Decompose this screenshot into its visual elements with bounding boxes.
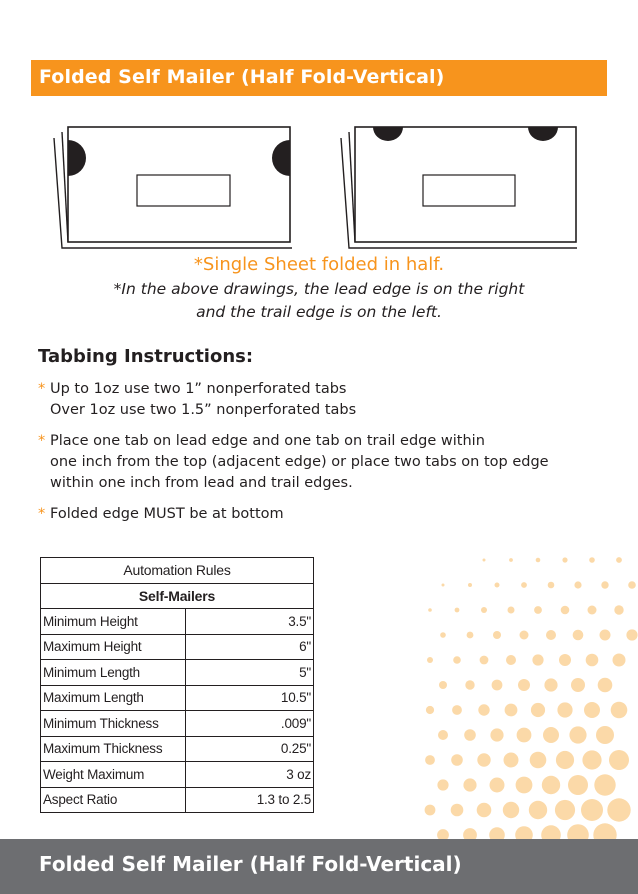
decorative-dot xyxy=(467,632,474,639)
decorative-dot xyxy=(425,755,435,765)
decorative-dot xyxy=(559,654,571,666)
decorative-dot xyxy=(598,678,613,693)
caption-note-line1: *In the above drawings, the lead edge is on the right xyxy=(113,280,525,298)
row-value: 1.3 to 2.5 xyxy=(186,787,314,813)
tabbing-line: Over 1oz use two 1.5” nonperforated tabs xyxy=(50,402,357,418)
decorative-dot xyxy=(596,726,614,744)
decorative-dot xyxy=(531,703,545,717)
decorative-dot xyxy=(505,704,518,717)
decorative-dot xyxy=(478,704,489,715)
row-value: 3 oz xyxy=(186,762,314,788)
table-title: Automation Rules xyxy=(41,558,314,584)
decorative-dot xyxy=(534,606,542,614)
caption-single-sheet: *Single Sheet folded in half. xyxy=(193,254,445,275)
decorative-dot xyxy=(588,606,597,615)
decorative-dot xyxy=(509,558,513,562)
decorative-dot xyxy=(584,702,600,718)
tabbing-line: Place one tab on lead edge and one tab on trail edge within xyxy=(50,433,485,449)
row-label: Weight Maximum xyxy=(41,762,186,788)
decorative-dot xyxy=(465,680,474,689)
tabbing-heading: Tabbing Instructions: xyxy=(38,346,254,367)
decorative-dot xyxy=(586,654,599,667)
row-value: 3.5" xyxy=(186,609,314,635)
row-value: 10.5" xyxy=(186,685,314,711)
row-label: Minimum Length xyxy=(41,660,186,686)
decorative-dot xyxy=(569,726,586,743)
decorative-dot xyxy=(495,583,500,588)
decorative-dot xyxy=(626,629,637,640)
decorative-dot xyxy=(477,753,490,766)
decorative-dot xyxy=(481,607,487,613)
decorative-dot xyxy=(442,584,445,587)
decorative-dot xyxy=(628,581,636,589)
decorative-dot xyxy=(440,632,446,638)
decorative-dot xyxy=(455,608,460,613)
tabbing-line: one inch from the top (adjacent edge) or place two tabs on top edge xyxy=(50,454,549,470)
decorative-dot xyxy=(477,803,492,818)
decorative-dot xyxy=(543,727,559,743)
decorative-dot xyxy=(493,631,501,639)
decorative-dot xyxy=(562,557,567,562)
row-value: 5" xyxy=(186,660,314,686)
decorative-dot xyxy=(516,777,533,794)
decorative-dot xyxy=(520,631,529,640)
decorative-dot xyxy=(532,654,543,665)
decorative-dot xyxy=(438,730,448,740)
decorative-dot xyxy=(439,681,447,689)
row-value: 6" xyxy=(186,634,314,660)
decorative-dot xyxy=(542,776,560,794)
decorative-dot xyxy=(530,752,547,769)
decorative-dot xyxy=(529,801,547,819)
bullet-star-icon: * xyxy=(38,381,46,397)
decorative-dot xyxy=(557,702,572,717)
decorative-dot xyxy=(561,606,570,615)
row-label: Maximum Height xyxy=(41,634,186,660)
decorative-dot xyxy=(453,656,461,664)
decorative-dot xyxy=(504,753,519,768)
footer-title: Folded Self Mailer (Half Fold-Vertical) xyxy=(39,852,462,876)
decorative-dot xyxy=(556,751,574,769)
decorative-dot xyxy=(594,774,615,795)
decorative-dot xyxy=(568,775,588,795)
decorative-dot xyxy=(546,630,556,640)
decorative-dot xyxy=(613,654,626,667)
decorative-dot xyxy=(548,582,555,589)
decorative-dot xyxy=(582,750,601,769)
decorative-dot xyxy=(426,706,434,714)
decorative-dot xyxy=(536,558,541,563)
decorative-dot xyxy=(506,655,516,665)
decorative-dot xyxy=(521,582,527,588)
bullet-star-icon: * xyxy=(38,433,46,449)
decorative-dot xyxy=(609,750,629,770)
decorative-dot xyxy=(601,581,608,588)
decorative-dot xyxy=(614,605,623,614)
decorative-dot xyxy=(544,678,557,691)
decorative-dot xyxy=(480,656,489,665)
decorative-dot xyxy=(427,657,433,663)
row-value: 0.25" xyxy=(186,736,314,762)
row-label: Aspect Ratio xyxy=(41,787,186,813)
decorative-dot xyxy=(616,557,622,563)
decorative-dot xyxy=(483,559,486,562)
decorative-dot xyxy=(611,702,628,719)
decorative-dot xyxy=(573,630,584,641)
decorative-dot xyxy=(607,798,630,821)
footer-banner xyxy=(0,839,638,894)
tabbing-line: within one inch from lead and trail edges. xyxy=(50,475,353,491)
row-label: Minimum Height xyxy=(41,609,186,635)
decorative-dot xyxy=(428,608,432,612)
decorative-dot xyxy=(508,607,515,614)
decorative-dot xyxy=(581,799,603,821)
decorative-dot xyxy=(490,728,503,741)
row-value: .009" xyxy=(186,711,314,737)
decorative-dot xyxy=(571,678,585,692)
tabbing-line: Up to 1oz use two 1” nonperforated tabs xyxy=(50,381,347,397)
decorative-dot xyxy=(492,680,503,691)
row-label: Minimum Thickness xyxy=(41,711,186,737)
caption-note-line2: and the trail edge is on the left. xyxy=(196,303,442,321)
decorative-dot xyxy=(451,804,464,817)
tabbing-line: Folded edge MUST be at bottom xyxy=(50,506,284,522)
decorative-dot xyxy=(517,728,532,743)
decorative-dot xyxy=(463,778,476,791)
decorative-dot xyxy=(518,679,530,691)
decorative-dot xyxy=(425,805,436,816)
header-title: Folded Self Mailer (Half Fold-Vertical) xyxy=(39,66,445,88)
row-label: Maximum Thickness xyxy=(41,736,186,762)
decorative-dot xyxy=(468,583,472,587)
decorative-dot xyxy=(589,557,595,563)
decorative-dot xyxy=(555,800,575,820)
row-label: Maximum Length xyxy=(41,685,186,711)
decorative-dot xyxy=(451,754,463,766)
decorative-dot xyxy=(574,581,581,588)
decorative-dot xyxy=(490,778,505,793)
decorative-dot xyxy=(452,705,462,715)
decorative-dot xyxy=(464,729,476,741)
table-subtitle: Self-Mailers xyxy=(41,583,314,609)
bullet-star-icon: * xyxy=(38,506,46,522)
decorative-dot xyxy=(600,630,611,641)
decorative-dot xyxy=(503,802,519,818)
decorative-dot xyxy=(437,779,448,790)
